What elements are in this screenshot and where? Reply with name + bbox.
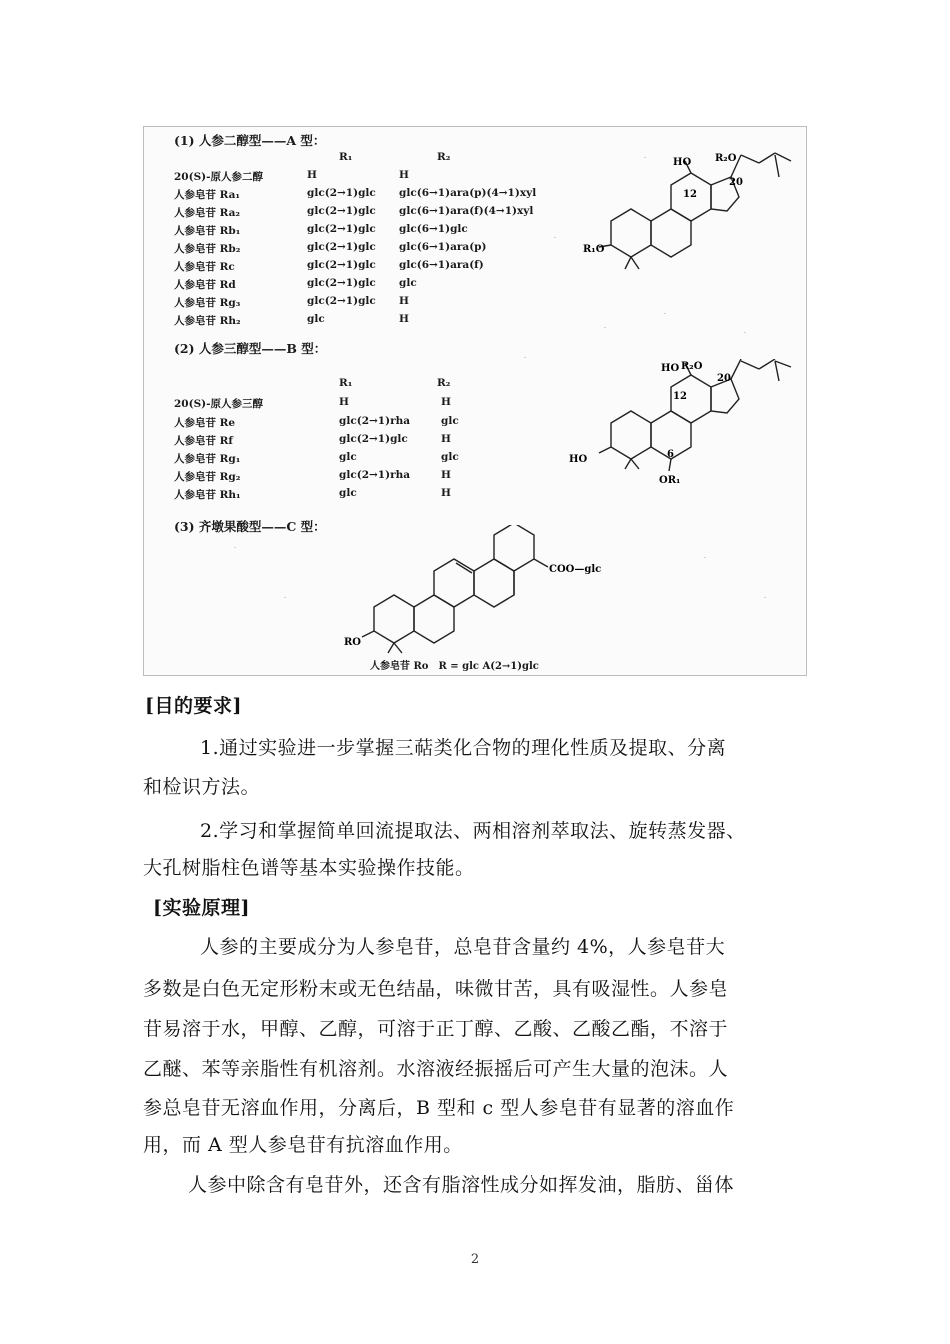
structure-c-diagram — [344, 525, 644, 655]
section-a-col-r1: R₁ — [339, 151, 353, 163]
table-row-name: 人参皂苷 Rg₁ — [174, 453, 241, 465]
principle-heading: [实验原理] — [153, 897, 250, 919]
label-c20: 20 — [717, 373, 731, 384]
table-row-r2: glc(6→1)ara(p) — [399, 241, 487, 253]
label-or1: OR₁ — [659, 475, 681, 486]
table-row-r1: glc — [339, 451, 357, 463]
table-row-r1: glc(2→1)glc — [339, 433, 408, 445]
table-row-r2: glc — [399, 277, 417, 289]
table-row-r2: glc(6→1)ara(f)(4→1)xyl — [399, 205, 534, 217]
label-c12: 12 — [683, 189, 697, 200]
table-row-r2: glc(6→1)glc — [399, 223, 468, 235]
table-row-name: 人参皂苷 Rg₃ — [174, 297, 241, 309]
section-a-col-r2: R₂ — [437, 151, 451, 163]
table-row-name: 人参皂苷 Ra₂ — [174, 207, 241, 219]
principle-p1-line: 人参的主要成分为人参皂苷，总皂苷含量约 4%，人参皂苷大 — [200, 936, 726, 958]
chemical-structures-figure — [143, 126, 807, 676]
table-row-r2: glc(6→1)ara(p)(4→1)xyl — [399, 187, 537, 199]
label-ro: RO — [344, 637, 362, 648]
table-row-r1: glc(2→1)glc — [307, 277, 376, 289]
table-row-name: 人参皂苷 Rb₂ — [174, 243, 241, 255]
principle-p1-line: 乙醚、苯等亲脂性有机溶剂。水溶液经振摇后可产生大量的泡沫。人 — [143, 1058, 729, 1080]
table-row-name: 20(S)-原人参三醇 — [174, 398, 263, 410]
label-r2o: R₂O — [715, 153, 737, 164]
section-b-col-r1: R₁ — [339, 377, 353, 389]
label-c12: 12 — [673, 391, 687, 402]
label-ho-bottom: HO — [569, 454, 588, 465]
table-row-name: 人参皂苷 Rh₁ — [174, 489, 241, 501]
table-row-r1: glc(2→1)glc — [307, 259, 376, 271]
table-row-r1: H — [339, 396, 349, 408]
table-row-r2: glc(6→1)ara(f) — [399, 259, 484, 271]
label-ho: HO — [673, 157, 692, 168]
table-row-r1: glc — [339, 487, 357, 499]
principle-p1-line: 苷易溶于水，甲醇、乙醇，可溶于正丁醇、乙酸、乙酸乙酯，不溶于 — [143, 1018, 729, 1040]
principle-p2-line: 人参中除含有皂苷外，还含有脂溶性成分如挥发油，脂肪、甾体 — [188, 1174, 735, 1196]
table-row-r1: H — [307, 169, 317, 181]
label-ho-top: HO — [661, 363, 680, 374]
structure-b-diagram — [569, 359, 794, 489]
section-c-caption: 人参皂苷 Ro R = glc A(2→1)glc — [370, 661, 539, 672]
table-row-name: 人参皂苷 Rf — [174, 435, 233, 447]
table-row-r2: H — [399, 295, 409, 307]
table-row-name: 人参皂苷 Rb₁ — [174, 225, 241, 237]
table-row-r2: H — [441, 469, 451, 481]
objective-item-2-line-2: 大孔树脂柱色谱等基本实验操作技能。 — [143, 857, 475, 879]
structure-a-diagram — [569, 147, 794, 277]
objective-item-1-line-2: 和检识方法。 — [143, 776, 261, 798]
objective-item-1-line-1: 1.通过实验进一步掌握三萜类化合物的理化性质及提取、分离 — [200, 737, 727, 759]
table-row-r2: H — [441, 487, 451, 499]
objective-item-2-line-1: 2.学习和掌握简单回流提取法、两相溶剂萃取法、旋转蒸发器、 — [200, 820, 746, 842]
label-r1o: R₁O — [583, 244, 605, 255]
page-number: 2 — [470, 1252, 480, 1267]
table-row-name: 人参皂苷 Rh₂ — [174, 315, 241, 327]
label-c20: 20 — [729, 177, 743, 188]
table-row-r1: glc(2→1)rha — [339, 469, 411, 481]
table-row-r2: H — [441, 396, 451, 408]
table-row-r1: glc(2→1)glc — [307, 223, 376, 235]
table-row-name: 人参皂苷 Rd — [174, 279, 236, 291]
table-row-r2: H — [399, 313, 409, 325]
table-row-r1: glc(2→1)rha — [339, 415, 411, 427]
table-row-r2: glc — [441, 451, 459, 463]
table-row-name: 20(S)-原人参二醇 — [174, 171, 263, 183]
principle-p1-line: 参总皂苷无溶血作用，分离后，B 型和 c 型人参皂苷有显著的溶血作 — [143, 1097, 735, 1119]
objective-heading: [目的要求] — [145, 695, 242, 717]
table-row-r2: H — [441, 433, 451, 445]
section-b-col-r2: R₂ — [437, 377, 451, 389]
table-row-r2: glc — [441, 415, 459, 427]
section-c-title: (3) 齐墩果酸型——C 型： — [174, 519, 326, 534]
table-row-r1: glc(2→1)glc — [307, 295, 376, 307]
section-b-title: (2) 人参三醇型——B 型： — [174, 341, 327, 356]
table-row-r1: glc(2→1)glc — [307, 241, 376, 253]
label-coo-glc: COO—glc — [549, 564, 602, 575]
table-row-r1: glc — [307, 313, 325, 325]
table-row-name: 人参皂苷 Rc — [174, 261, 235, 273]
principle-p1-line: 多数是白色无定形粉末或无色结晶，味微甘苦，具有吸湿性。人参皂 — [143, 978, 729, 1000]
label-c6: 6 — [667, 449, 674, 460]
section-a-title: (1) 人参二醇型——A 型： — [174, 133, 326, 148]
principle-p1-line: 用，而 A 型人参皂苷有抗溶血作用。 — [143, 1134, 463, 1156]
table-row-r2: H — [399, 169, 409, 181]
table-row-r1: glc(2→1)glc — [307, 205, 376, 217]
label-r2o: R₂O — [681, 361, 703, 372]
table-row-name: 人参皂苷 Ra₁ — [174, 189, 241, 201]
table-row-r1: glc(2→1)glc — [307, 187, 376, 199]
table-row-name: 人参皂苷 Re — [174, 417, 236, 429]
table-row-name: 人参皂苷 Rg₂ — [174, 471, 241, 483]
